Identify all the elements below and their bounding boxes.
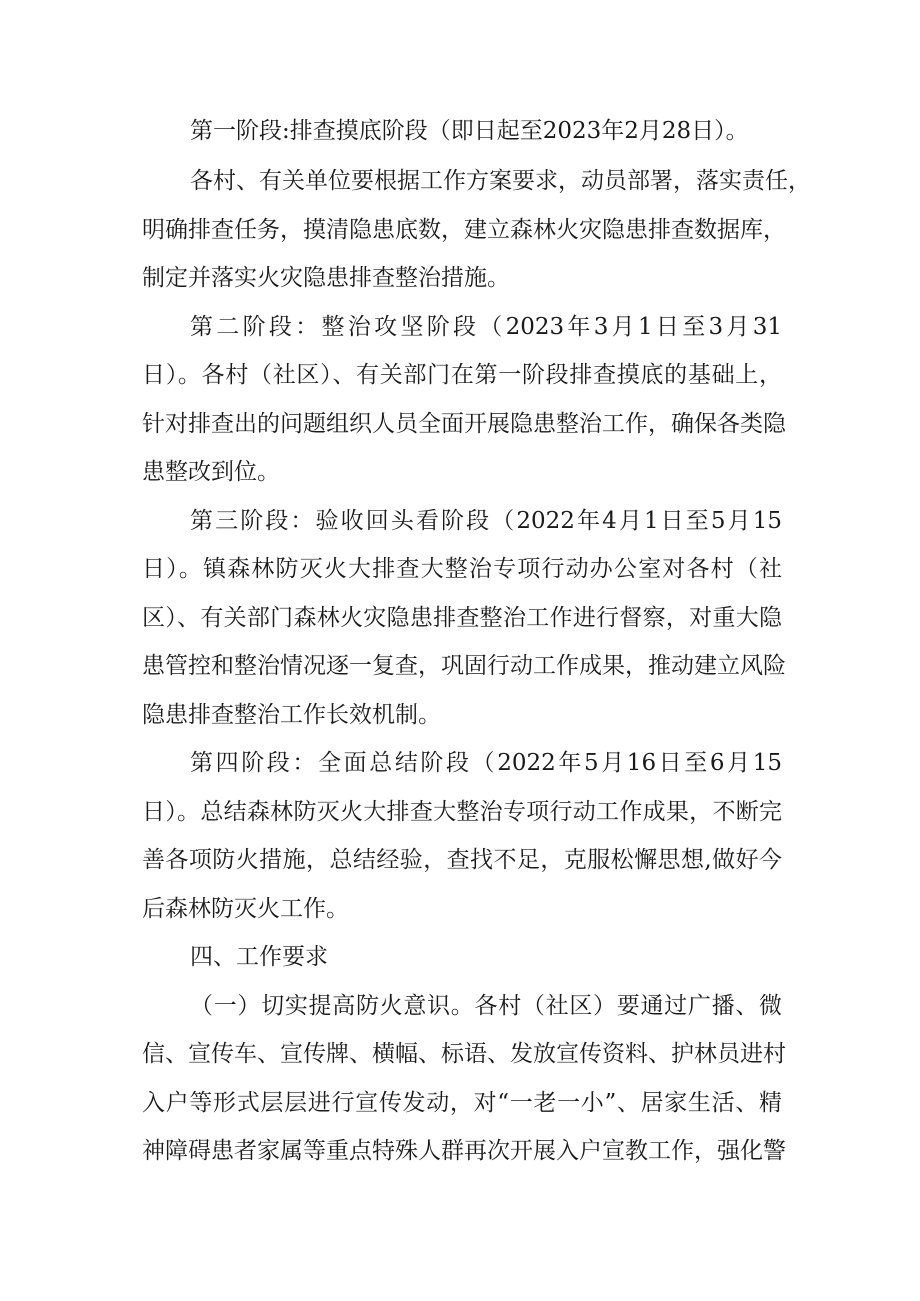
text-line: 第四阶段：全面总结阶段（2022年5月16日至6月15 xyxy=(190,750,782,776)
text-line: 日）。总结森林防灭火大排查大整治专项行动工作成果，不断完 xyxy=(142,799,782,825)
text-line: 第二阶段：整治攻坚阶段（2023年3月1日至3月31 xyxy=(190,314,782,340)
section-heading: 四、工作要求 xyxy=(190,944,328,970)
text-line: 区）、有关部门森林火灾隐患排查整治工作进行督察，对重大隐 xyxy=(142,605,782,631)
text-line: 患管控和整治情况逐一复查，巩固行动工作成果，推动建立风险 xyxy=(142,653,786,679)
text-line: 神障碍患者家属等重点特殊人群再次开展入户宣教工作，强化警 xyxy=(142,1138,786,1164)
text-line: 善各项防火措施，总结经验，查找不足，克服松懈思想,做好今 xyxy=(142,847,782,873)
text-line: 第一阶段:排查摸底阶段（即日起至2023年2月28日）。 xyxy=(190,118,749,144)
text-line: 日）。各村（社区）、有关部门在第一阶段排查摸底的基础上， xyxy=(142,362,782,388)
text-line: 入户等形式层层进行宣传发动，对“一老一小”、居家生活、精 xyxy=(142,1090,782,1116)
text-line: 针对排查出的问题组织人员全面开展隐患整治工作，确保各类隐 xyxy=(142,411,786,437)
text-line: 各村、有关单位要根据工作方案要求，动员部署，落实责任， xyxy=(190,168,811,194)
text-line: 隐患排查整治工作长效机制。 xyxy=(142,702,441,728)
text-line: 明确排查任务，摸清隐患底数，建立森林火灾隐患排查数据库， xyxy=(142,217,786,243)
text-line: 第三阶段：验收回头看阶段（2022年4月1日至5月15 xyxy=(190,508,782,534)
text-line: （一）切实提高防火意识。各村（社区）要通过广播、微 xyxy=(190,993,782,1019)
text-line: 后森林防灭火工作。 xyxy=(142,896,349,922)
text-line: 患整改到位。 xyxy=(142,459,280,485)
text-line: 制定并落实火灾隐患排查整治措施。 xyxy=(142,265,510,291)
text-line: 日）。镇森林防灭火大排查大整治专项行动办公室对各村（社 xyxy=(142,556,782,582)
text-line: 信、宣传车、宣传牌、横幅、标语、发放宣传资料、护林员进村 xyxy=(142,1041,786,1067)
